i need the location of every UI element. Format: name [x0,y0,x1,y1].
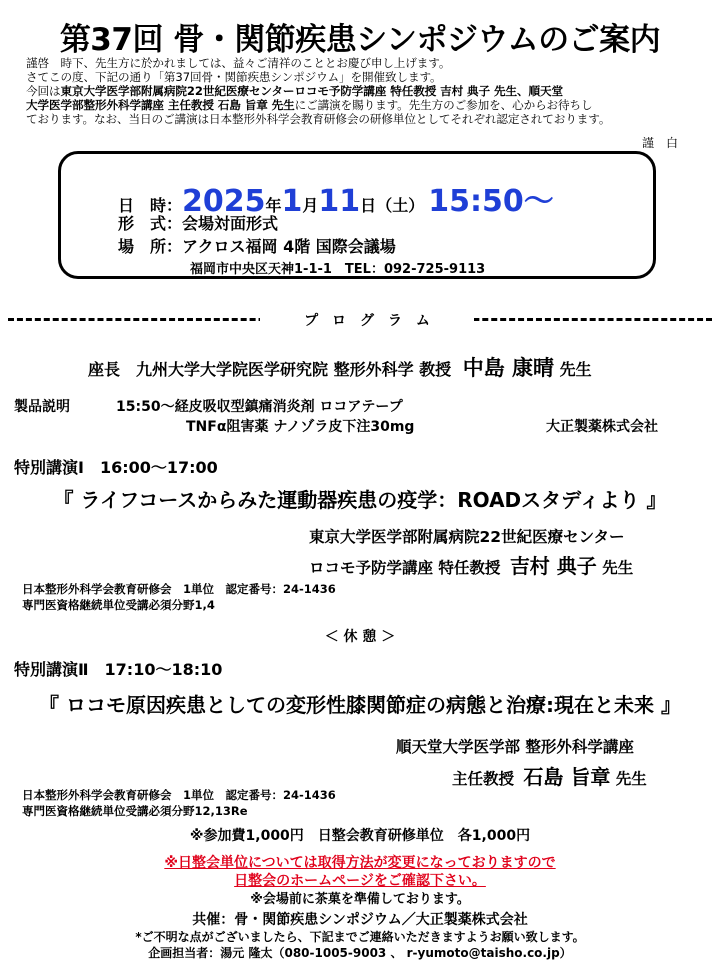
lecture2-speaker-name: 石島 旨章 [523,765,611,789]
venue-row [118,234,396,257]
lecture2-position: 主任教授 [452,770,515,788]
event-weekday: （土） [376,196,425,215]
lecture2-credit: 専門医資格継続単位受講必須分野12,13Re [22,804,248,818]
event-month: 1 [281,184,303,219]
month-unit: 月 [302,196,319,215]
closing-text: 謹 白 [641,136,678,150]
format-label: 形 式： [118,214,183,233]
notice-red: 日整会のホームページをご確認下さい。 [234,873,486,889]
chair-row [88,352,592,382]
event-day: 11 [318,184,361,219]
lecture1-title: 『 ライフコースからみた運動器疾患の疫学：ROADスタディより 』 [53,488,667,512]
fee-text: ※参加費1,000円 日整会教育研修単位 各1,000円 [189,828,531,844]
lecture2-affiliation: 順天堂大学医学部 整形外科学講座 [396,738,634,756]
day-unit: 日 [360,196,377,215]
greeting-text: にご講演を賜ります。先生方のご参加を、心からお待ちし [294,98,593,112]
date-label: 日 時： [118,196,183,215]
format-value: 会場対面形式 [182,214,279,233]
greeting-line: さてこの度、下記の通り「第37回骨・関節疾患シンポジウム」を開催致します。 [26,70,442,84]
lecture1-credit: 専門医資格継続単位受講必須分野1,4 [22,598,215,612]
product-line: 15:50～経皮吸収型鎮痛消炎剤 ロコアテープ [116,399,403,415]
event-year: 2025 [182,184,266,219]
lecture2-title: 『 ロコモ原因疾患としての変形性膝関節症の病態と治療:現在と未来 』 [39,693,681,717]
lecture2-header: 特別講演Ⅱ 17:10～18:10 [14,660,223,679]
cohost-text: 共催：骨・関節疾患シンポジウム／大正製薬株式会社 [192,912,528,928]
greeting-line [26,84,563,98]
greeting-line: ております。なお、当日のご講演は日本整形外科学会教育研修会の研修単位としてそれぞれ認定されております。 [26,112,611,126]
product-line: TNFα阻害薬 ナノゾラ皮下注30mg [186,419,415,435]
break-label: ＜ 休 憩 ＞ [324,629,396,645]
chair-label: 座長 [88,360,121,379]
lecture2-honorific: 先生 [615,770,647,788]
lecture2-speaker-row [452,761,647,790]
page-title: 第37回 骨・関節疾患シンポジウムのご案内 [59,22,661,58]
lecture1-header: 特別講演Ⅰ 16:00～17:00 [14,458,218,477]
lecture2-credit: 日本整形外科学会教育研修会 1単位 認定番号：24-1436 [22,788,336,802]
lecture1-speaker-name: 吉村 典子 [509,554,597,578]
speakers-text: 東京大学医学部附属病院22世紀医療センターロコモ予防学講座 特任教授 吉村 典子 先生、順天堂 [60,84,563,98]
greeting-line [26,98,593,112]
format-row [118,211,278,234]
speakers-text: 大学医学部整形外科学講座 主任教授 石島 旨章 先生 [26,98,295,112]
lecture1-speaker-row [309,550,633,579]
event-time: 15:50～ [428,184,554,219]
year-unit: 年 [265,196,282,215]
lecture1-position: ロコモ予防学講座 特任教授 [309,559,501,577]
chair-name: 中島 康晴 [462,355,555,380]
greeting-line: 謹啓 時下、先生方に於かれましては、益々ご清祥のこととお慶び申し上げます。 [26,56,451,70]
venue-label: 場 所： [118,237,183,256]
lecture1-affiliation: 東京大学医学部附属病院22世紀医療センター [309,528,625,546]
program-label: プログラム [260,310,474,330]
refreshments-text: ※会場前に茶菓を準備しております。 [250,892,470,907]
venue-address: 福岡市中央区天神1-1-1 TEL：092-725-9113 [190,262,486,277]
chair-affiliation: 九州大学大学院医学研究院 整形外科学 教授 [136,360,452,379]
product-company: 大正製薬株式会社 [546,419,658,435]
contact-text: 企画担当者：湯元 隆太（080-1005-9003 、 r-yumoto@taisho.co.jp） [148,946,572,960]
notice-red: ※日整会単位については取得方法が変更になっておりますので [164,855,556,871]
product-label: 製品説明 [14,399,70,415]
chair-honorific: 先生 [559,360,592,379]
lecture1-credit: 日本整形外科学会教育研修会 1単位 認定番号：24-1436 [22,582,336,596]
lecture1-honorific: 先生 [602,559,634,577]
venue-value: アクロス福岡 4階 国際会議場 [182,237,396,256]
inquiry-text: *ご不明な点がございましたら、下記までご連絡いただきますようお願い致します。 [135,930,585,944]
greeting-text: 今回は [26,84,61,98]
